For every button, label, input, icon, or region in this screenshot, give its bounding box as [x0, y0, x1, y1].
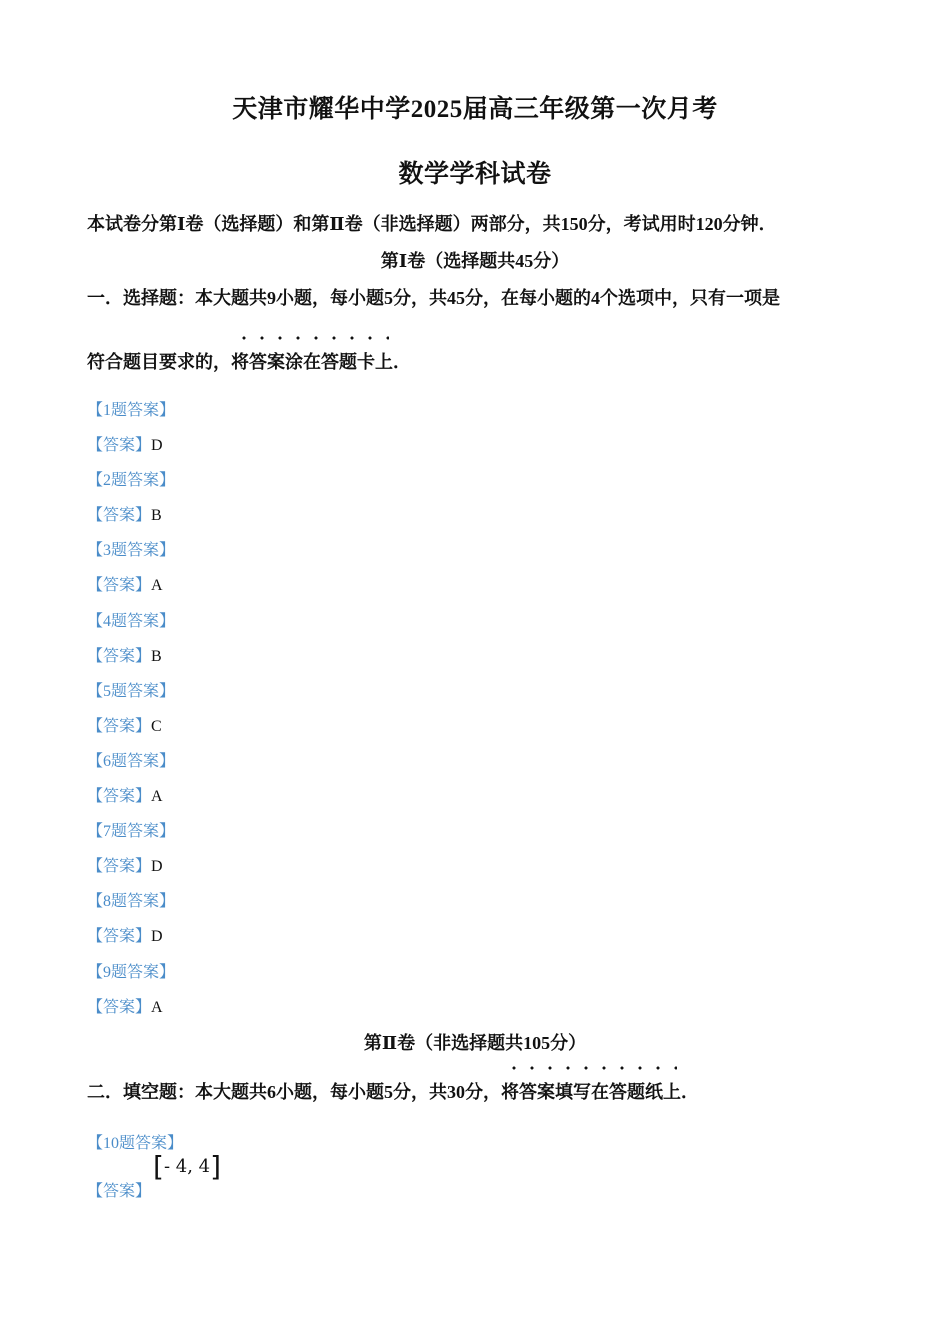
answer-10-row [87, 1150, 223, 1200]
question-2-answer [87, 502, 162, 525]
question-1-answer [87, 432, 163, 455]
part1-instruction-line1: 一．选择题：本大题共9小题，每小题5分，共45分，在每小题的4个选项中，只有一项是 [87, 288, 780, 308]
interval-close-bracket: ] [210, 1150, 222, 1183]
question-4-label: 【4题答案】 [87, 613, 176, 630]
question-3-label: 【3题答案】 [87, 542, 176, 559]
answer-prefix: 【答案】 [87, 648, 152, 665]
part1-instruction-plain: 符合题目要求的， [87, 352, 231, 372]
question-5-answer [87, 713, 162, 736]
answer-value: D [151, 437, 163, 454]
answer-prefix: 【答案】 [87, 788, 152, 805]
part1-heading: 第Ⅰ卷（选择题共45分） [380, 251, 570, 271]
question-4-answer [87, 643, 162, 666]
part2-instruction-plain: 二．填空题：本大题共6小题，每小题5分，共30分， [87, 1082, 501, 1102]
question-2-label: 【2题答案】 [87, 472, 176, 489]
question-9-label: 【9题答案】 [87, 964, 176, 981]
question-7-answer [87, 853, 163, 876]
question-1-label: 【1题答案】 [87, 402, 176, 419]
question-3-answer [87, 572, 163, 595]
part2-instruction [87, 1078, 699, 1104]
exam-title: 天津市耀华中学2025届高三年级第一次月考 [232, 96, 718, 123]
answer-prefix: 【答案】 [87, 858, 152, 875]
answer-value: A [151, 788, 163, 805]
part2-heading: 第Ⅱ卷（非选择题共105分） [363, 1033, 587, 1053]
question-8-label: 【8题答案】 [87, 893, 176, 910]
answer-value: A [151, 999, 163, 1016]
question-8-answer [87, 923, 163, 946]
question-5-label: 【5题答案】 [87, 683, 176, 700]
part1-instruction-emphasis: 将答案涂在答题卡上 [231, 348, 393, 374]
answer-prefix: 【答案】 [87, 928, 152, 945]
answer-prefix: 【答案】 [87, 999, 152, 1016]
exam-intro: 本试卷分第Ⅰ卷（选择题）和第Ⅱ卷（非选择题）两部分，共150分，考试用时120分钟． [87, 214, 777, 234]
part1-instruction-end: ． [393, 352, 411, 372]
answer-prefix: 【答案】 [87, 507, 152, 524]
answer-value: C [151, 718, 162, 735]
part1-instruction-line2 [87, 348, 411, 374]
question-9-answer [87, 994, 163, 1017]
answer-prefix: 【答案】 [87, 577, 152, 594]
answer-value: D [151, 928, 163, 945]
exam-subtitle: 数学学科试卷 [398, 161, 552, 188]
answer-10-interval [151, 1150, 223, 1183]
question-6-label: 【6题答案】 [87, 753, 176, 770]
answer-value: B [151, 648, 162, 665]
answer-10-prefix: 【答案】 [87, 1183, 152, 1200]
part2-instruction-emphasis: 将答案填写在答题纸上 [501, 1078, 681, 1104]
question-6-answer [87, 783, 163, 806]
answer-value: B [151, 507, 162, 524]
part2-instruction-end: ． [681, 1082, 699, 1102]
interval-value: - 4, 4 [163, 1156, 211, 1177]
question-7-label: 【7题答案】 [87, 823, 176, 840]
answer-value: D [151, 858, 163, 875]
answer-prefix: 【答案】 [87, 718, 152, 735]
interval-open-bracket: [ [153, 1150, 164, 1183]
answer-10-label: 【10题答案】 [87, 1135, 184, 1152]
answer-value: A [151, 577, 163, 594]
answer-prefix: 【答案】 [87, 437, 152, 454]
